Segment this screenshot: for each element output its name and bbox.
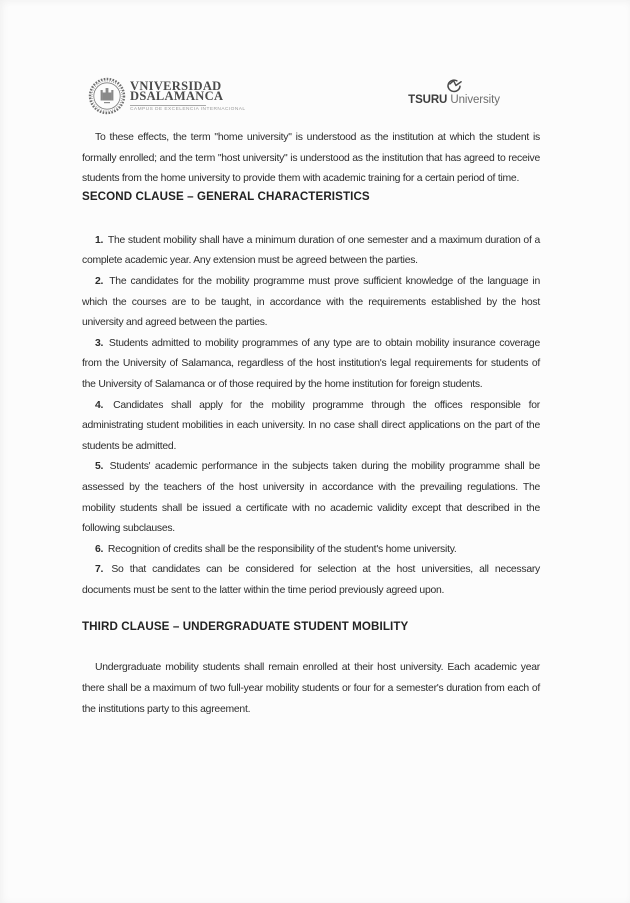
salamanca-logo-rule (130, 105, 206, 106)
crane-emblem-icon (445, 78, 463, 93)
item-text: Students' academic performance in the subjects taken during the mobility programme shall be assessed by the teachers of the host university in accordance with the prevailing regulations. The mobility students shall be issued a certificate with no academic validity except that described in the following subclauses. (82, 461, 540, 535)
clause-item-4 (82, 396, 540, 458)
second-clause-heading: SECOND CLAUSE – GENERAL CHARACTERISTICS (82, 189, 370, 203)
salamanca-logo-text (130, 78, 246, 112)
item-text: Candidates shall apply for the mobility programme through the offices responsible for administrating student mobilities in each university. In no case shall direct applications on the part of the students be admitted. (82, 399, 540, 452)
clause-item-7 (82, 560, 540, 601)
tsuru-logo-text (408, 94, 500, 106)
item-text: The candidates for the mobility programme must prove sufficient knowledge of the language in which the courses are to be taught, in accordance with the requirements established by the host university and agreed between the parties. (82, 275, 540, 329)
item-number: 1. (95, 234, 104, 246)
salamanca-name-line1: VNIVERSIDAD (130, 78, 222, 93)
salamanca-name-line2: DSALAMANCA (130, 89, 224, 103)
salamanca-seal-icon (88, 77, 126, 115)
item-number: 5. (95, 461, 104, 473)
item-text: The student mobility shall have a minimum duration of one semester and a maximum duration of a complete academic year. Any extension must be agreed between the parties. (82, 234, 540, 267)
item-number: 3. (95, 337, 104, 349)
second-clause-items (82, 231, 540, 602)
clause-item-2 (82, 272, 540, 334)
clause-item-5 (82, 457, 540, 539)
third-clause-paragraph: Undergraduate mobility students shall remain enrolled at their host university. Each academic year there shall be a maximum of two full-year mobility students or four for a semester's duration from each of the institutions party to this agreement. (82, 662, 540, 715)
item-text: Students admitted to mobility programmes of any type are to obtain mobility insurance coverage from the University of Salamanca, regardless of the host institution's legal requirements for students of the University of Salamanca or of those required by the home institution for foreign students. (82, 337, 540, 390)
item-number: 6. (95, 543, 104, 555)
third-clause-heading: THIRD CLAUSE – UNDERGRADUATE STUDENT MOBILITY (82, 620, 409, 634)
intro-paragraph: To these effects, the term "home university" is understood as the institution at which the student is formally enrolled; and the term "host university" is understood as the institution that has agreed to receive students from the home university to provide them with academic training for a certain period of time. (82, 132, 540, 185)
item-number: 4. (95, 399, 104, 411)
tsuru-name-bold: TSURU (408, 94, 448, 106)
document-body (82, 128, 540, 720)
tsuru-name-regular: University (450, 94, 500, 106)
clause-item-1 (82, 231, 540, 272)
salamanca-caption: CAMPUS DE EXCELENCIA INTERNACIONAL (130, 106, 246, 112)
item-text: So that candidates can be considered for selection at the host universities, all necessary documents must be sent to the latter within the time period previously agreed upon. (82, 564, 540, 596)
item-number: 2. (95, 275, 104, 287)
salamanca-logo (88, 77, 246, 115)
clause-item-6 (82, 540, 540, 561)
clause-item-3 (82, 334, 540, 396)
item-number: 7. (95, 564, 104, 576)
item-text: Recognition of credits shall be the responsibility of the student's home university. (107, 543, 457, 555)
tsuru-logo (409, 78, 499, 106)
